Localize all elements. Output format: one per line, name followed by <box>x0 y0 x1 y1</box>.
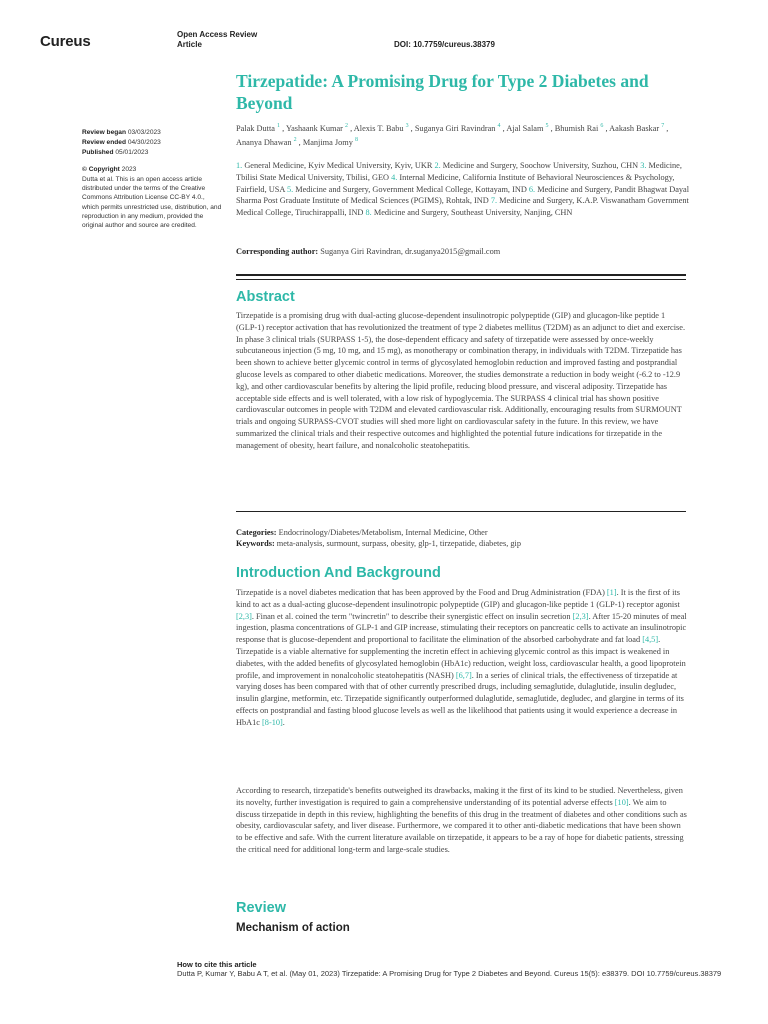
author-affiliation-ref[interactable]: 2 <box>293 136 297 143</box>
affiliation-text: Medicine and Surgery, Government Medical College, Kottayam, IND <box>295 184 527 194</box>
categories: Categories: Endocrinology/Diabetes/Metabolism, Internal Medicine, Other <box>236 528 488 537</box>
copyright: © Copyright 2023 <box>82 166 137 173</box>
author-list: Palak Dutta $^1$ , Yashaank Kumar $^2$ , Alexis T. Babu $^3$ , Suganya Giri Ravindran $^4$ , Ajal Salam $^5$ , Bhumish Rai $^6$ , Aakash Baskar $^7$ , Ananya Dhawan $^2$ , Manjima Jomy $^8$ <box>236 123 669 147</box>
corresponding-author-email[interactable]: Suganya Giri Ravindran, dr.suganya2015@gmail.com <box>320 247 501 256</box>
affiliations <box>236 160 691 219</box>
paragraph-text: . In a series of clinical trials, the effectiveness of tirzepatide at varying doses has been compared with that of other currently prescribed drugs, including semaglutide, dulaglutide, insulin degludec, insulin glargine, metformin, etc. Tirzepatide significantly outperformed dulaglutide, semaglutide, degludec, and glargine in terms of its effects on postprandial and fasting blood glucose levels as well as the likelihood that patients using it would experience a decrease in HbA1c <box>236 670 684 727</box>
affiliation-number: 7. <box>490 196 498 206</box>
review-ended: Review ended 04/30/2023 <box>82 139 161 146</box>
citation-link[interactable]: [10] <box>614 797 629 807</box>
author-affiliation-ref[interactable]: 8 <box>354 136 358 143</box>
affiliation-number: 3. <box>640 161 647 170</box>
review-heading: Review <box>236 900 286 916</box>
author-affiliation-ref[interactable]: 4 <box>497 123 501 129</box>
published-date: Published 05/01/2023 <box>82 149 149 156</box>
affiliation-text: General Medicine, Kyiv Medical University, Kyiv, UKR <box>244 161 433 170</box>
affiliation-number: 6. <box>528 184 536 194</box>
paragraph-text: According to research, tirzepatide's benefits outweighed its drawbacks, making it the first of its kind to be studied. Nevertheless, given its novelty, further investigation is required to gain a comprehensive understanding of its potential adverse effects <box>236 786 683 807</box>
author-name: Ajal Salam <box>506 123 544 133</box>
affiliation-number: 8. <box>365 208 372 218</box>
review-began: Review began 03/03/2023 <box>82 129 161 136</box>
affiliation-number: 1. <box>236 161 243 170</box>
cite-text: Dutta P, Kumar Y, Babu A T, et al. (May 01, 2023) Tirzepatide: A Promising Drug for Type 2 Diabetes and Beyond. Cureus 15(5): e38379. DOI 10.7759/cureus.38379 <box>177 969 722 978</box>
paragraph-text: . Finan et al. coined the term "twincretin" to describe their synergistic effect on insulin secretion <box>251 611 573 621</box>
paragraph-text: . We aim to discuss tirzepatide in depth in this review, highlighting the benefits of this drug in the treatment of diabetes and other conditions such as obesity, cardiovascular safety, and liver disease. Furthermore, we compared it to other anti-diabetic medications that have been shown to be effective and safe. With the current literature available on tirzepatide, it appears to be a ray of hope for diabetic patients, stressing the critical need for additional long-term and large-scale studies. <box>236 797 687 854</box>
paragraph-text: . After 15-20 minutes of meal ingestion, plasma concentrations of GLP-1 and GIP increase, stimulating their receptors on pancreatic cells to activate an insulinotropic response that is glucose-dependent and proportional to facilitate the elimination of the absorbed carbohydrate and fat load <box>236 611 687 645</box>
cite-heading: How to cite this article <box>177 960 257 969</box>
citation-link[interactable]: [2,3] <box>572 611 589 621</box>
keywords: Keywords: meta-analysis, surmount, surpass, obesity, glp-1, tirzepatide, diabetes, gip <box>236 539 521 548</box>
mechanism-subheading: Mechanism of action <box>236 922 350 934</box>
author-affiliation-ref[interactable]: 1 <box>277 123 281 129</box>
affiliation-text: Medicine and Surgery, K.A.P. Viswanatham Government Medical College, Tiruchirappalli, IND <box>236 196 689 218</box>
paragraph-text: . Tirzepatide is a viable alternative for supplementing the incretin effect in achieving glycemic control as this impact is weakened in diabetes, with the added benefits of glycosylated hemoglobin (HbA1c) reduction, weight loss, cardiovascular health, a good lipoprotein profile, and improvement in nonalcoholic steatohepatitis (NASH) <box>236 635 686 680</box>
divider <box>236 279 686 280</box>
journal-logo: Cureus <box>40 33 91 50</box>
intro-paragraph-2 <box>236 785 688 856</box>
affiliation-text: Medicine and Surgery, Southeast University, Nanjing, CHN <box>373 208 573 218</box>
citation-link[interactable]: [1] <box>606 588 617 597</box>
divider <box>236 274 686 276</box>
article-title: Tirzepatide: A Promising Drug for Type 2 Diabetes and Beyond <box>236 71 649 113</box>
affiliation-number: 5. <box>286 184 294 194</box>
author-name: Aakash Baskar <box>609 123 660 133</box>
article-type-line2: Article <box>177 40 202 49</box>
corresponding-author: Corresponding author: Suganya Giri Ravindran, dr.suganya2015@gmail.com <box>236 247 501 256</box>
affiliation-text: Medicine and Surgery, Soochow University, Suzhou, CHN <box>442 161 639 170</box>
citation-link[interactable]: [2,3] <box>236 611 252 621</box>
affiliation-number: 4. <box>391 172 398 182</box>
author-name: Suganya Giri Ravindran <box>414 123 496 133</box>
author-name: Palak Dutta <box>236 123 275 133</box>
intro-paragraph-1 <box>236 587 688 729</box>
affiliation-text: Medicine and Surgery, Pandit Bhagwat Dayal Sharma Post Graduate Institute of Medical Sciences (PGIMS), Rohtak, IND <box>236 184 690 206</box>
citation-link[interactable]: [6,7] <box>455 670 472 680</box>
introduction-heading: Introduction And Background <box>236 565 441 581</box>
author-name: Manjima Jomy <box>302 137 353 147</box>
affiliation-number: 2. <box>434 161 441 170</box>
abstract-heading: Abstract <box>236 289 295 305</box>
affiliation-text: Internal Medicine, California Institute of Behavioral Neurosciences & Psychology, Fairfield, USA <box>236 172 675 194</box>
paragraph-text: . It is the first of its kind to act as a dual-acting glucose-dependent insulinotropic polypeptide (GIP) and glucagon-like peptide 1 (GLP-1) receptor agonist <box>236 588 680 609</box>
license-text: Dutta et al. This is an open access article distributed under the terms of the Creative Commons Attribution License CC-BY 4.0., which permits unrestricted use, distribution, and reproduction in any medium, provided the original author and source are credited. <box>82 176 222 230</box>
divider <box>236 511 686 512</box>
author-affiliation-ref[interactable]: 6 <box>600 123 604 129</box>
citation-link[interactable]: [4,5] <box>642 635 659 645</box>
author-name: Yashaank Kumar <box>285 123 343 133</box>
author-affiliation-ref[interactable]: 5 <box>545 123 549 129</box>
doi[interactable]: DOI: 10.7759/cureus.38379 <box>394 40 495 49</box>
affiliation-text: Medicine, Tbilisi State Medical University, Tbilisi, GEO <box>236 161 682 182</box>
author-name: Ananya Dhawan <box>236 137 292 147</box>
author-name: Bhumish Rai <box>554 123 599 133</box>
article-type: Open Access Review <box>177 30 258 39</box>
author-affiliation-ref[interactable]: 2 <box>345 123 349 129</box>
author-affiliation-ref[interactable]: 7 <box>661 123 665 129</box>
citation-link[interactable]: [8-10] <box>262 717 283 727</box>
author-affiliation-ref[interactable]: 3 <box>405 123 409 129</box>
author-name: Alexis T. Babu <box>353 123 404 133</box>
abstract-text: Tirzepatide is a promising drug with dual-acting glucose-dependent insulinotropic polypeptide (GIP) and glucagon-like peptide 1 (GLP-1) receptor activation that has revolutionized the treatment of type 2 diabetes mellitus (T2DM) as an adjunct to diet and exercise. In phase 3 clinical trials (SURPASS 1-5), the dose-dependent efficacy and safety of tirzepatide were assessed by once-weekly subcutaneous injection (5 mg, 10 mg, and 15 mg), as monotherapy or combination therapy, in individuals with T2DM. Tirzepatide has been shown to achieve better glycemic control in terms of glycosylated hemoglobin reduction and improved fasting and postprandial glucose levels as compared to other diabetic medications. Moreover, the studies demonstrate a reduction in body weight (-6.2 to -12.9 kg), and other cardiovascular benefits by altering the lipid profile, reducing blood pressure, and visceral adiposity. Tirzepatide has acceptable side effects and is well tolerated, with a low risk of hypoglycemia. The SURPASS 4 clinical trial has shown positive cardiovascular outcomes in people with T2DM and elevated cardiovascular risk. Additionally, encouraging results from SURMOUNT trials and ongoing SURPASS-CVOT studies will shed more light on cardiovascular safety in the future. In this review, we have summarized the clinical trials and their respective outcomes and highlighted the potential future indications for tirzepatide in the management of obesity, heart failure, and nonalcoholic steatohepatitis. <box>236 311 686 450</box>
paragraph-text: Tirzepatide is a novel diabetes medication that has been approved by the Food and Drug Administration (FDA) <box>236 588 607 597</box>
paragraph-text: . <box>282 717 285 727</box>
